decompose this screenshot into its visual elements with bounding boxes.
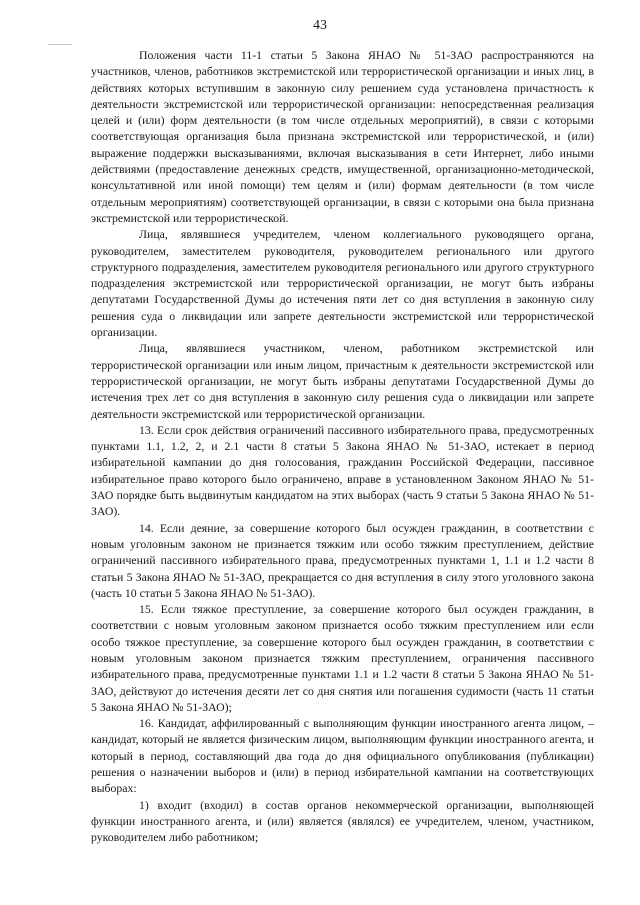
paragraph-15: 15. Если тяжкое преступление, за совершение которого был осужден гражданин, в соответствии с новым уголовным законом признается особо тяжким преступлением или если особо тяжкое преступление, за совершение которого был осужден гражданин, в соответствии с новым уголовным законом признается тяжким преступлением, ограничения пассивного избирательного права, предусмотренные пунктами 1.1 и 1.2 части 8 статьи 5 Закона ЯНАО № 51-ЗАО, действуют до истечения десяти лет со дня снятия или погашения судимости (часть 11 статьи 5 Закона ЯНАО № 51-ЗАО); — [91, 602, 594, 714]
paragraph-14: 14. Если деяние, за совершение которого был осужден гражданин, в соответствии с новым уголовным законом не признается тяжким или особо тяжким преступлением, действие ограничений пассивного избирательного права, предусмотренных пунктами 1, 1.1 и 1.2 части 8 статьи 5 Закона ЯНАО № 51-ЗАО, прекращается со дня вступления в силу этого уголовного закона (часть 10 статьи 5 Закона ЯНАО № 51-ЗАО). — [91, 520, 594, 600]
paragraph-16: 16. Кандидат, аффилированный с выполняющим функции иностранного агента лицом, – кандидат, который не является физическим лицом, выполняющим функции иностранного агента, и который в период, составляющий два года до дня официального опубликования (публикации) решения о назначении выборов и (или) в период избирательной кампании на соответствующих выборах: — [91, 716, 594, 796]
scan-mark — [48, 44, 72, 45]
paragraph-participants-restriction: Лица, являвшиеся участником, членом, работником экстремистской или террористической организации или иным лицом, причастным к деятельности экстремистской или террористической организации, не могут быть избраны депутатами Государственной Думы до истечения трех лет со дня вступления в законную силу решения суда о ликвидации или запрете деятельности экстремистской или террористической организации. — [91, 341, 594, 421]
page-number: 43 — [313, 18, 327, 33]
paragraph-founders-restriction: Лица, являвшиеся учредителем, членом коллегиального руководящего органа, руководителем, заместителем руководителя, руководителем регионального или другого структурного подразделения, заместителем руководителя регионального или другого структурного подразделения экстремистской или террористической организации, не могут быть избраны депутатами Государственной Думы до истечения пяти лет со дня вступления в законную силу решения суда о ликвидации или запрете деятельности экстремистской или террористической организации. — [91, 227, 594, 340]
paragraph-13: 13. Если срок действия ограничений пассивного избирательного права, предусмотренных пунктами 1.1, 1.2, 2, и 2.1 части 8 статьи 5 Закона ЯНАО № 51-ЗАО, истекает в период избирательной кампании до дня голосования, гражданин Российской Федерации, пассивное избирательное право которого было ограничено, вправе в установленном Законом ЯНАО № 51-ЗАО порядке быть выдвинутым кандидатом на этих выборах (часть 9 статьи 5 Закона ЯНАО № 51-ЗАО). — [91, 422, 594, 519]
paragraph-16-item-1: 1) входит (входил) в состав органов некоммерческой организации, выполняющей функции иностранного агента, и (или) является (являлся) ее учредителем, членом, участником, руководителем либо работником; — [91, 797, 594, 845]
document-body — [91, 47, 594, 846]
paragraph-11-1-scope: Положения части 11-1 статьи 5 Закона ЯНАО № 51-ЗАО распространяются на участников, членов, работников экстремистской или террористической организации и иных лиц, в действиях которых вступившим в законную силу решением суда установлена причастность к деятельности экстремистской или террористической организации: непосредственная реализация целей и (или) форм деятельности (в том числе отдельных мероприятий), в связи с которыми соответствующая организация была признана экстремистской или террористической, и (или) выражение поддержки высказываниями, включая высказывания в сети Интернет, либо иными действиями (предоставление денежных средств, имущественной, организационно-методической, консультативной или иной помощи) тем целям и (или) формам деятельности (в том числе отдельным мероприятиям) соответствующей организации, в связи с которыми она была признана экстремистской или террористической. — [91, 48, 594, 225]
